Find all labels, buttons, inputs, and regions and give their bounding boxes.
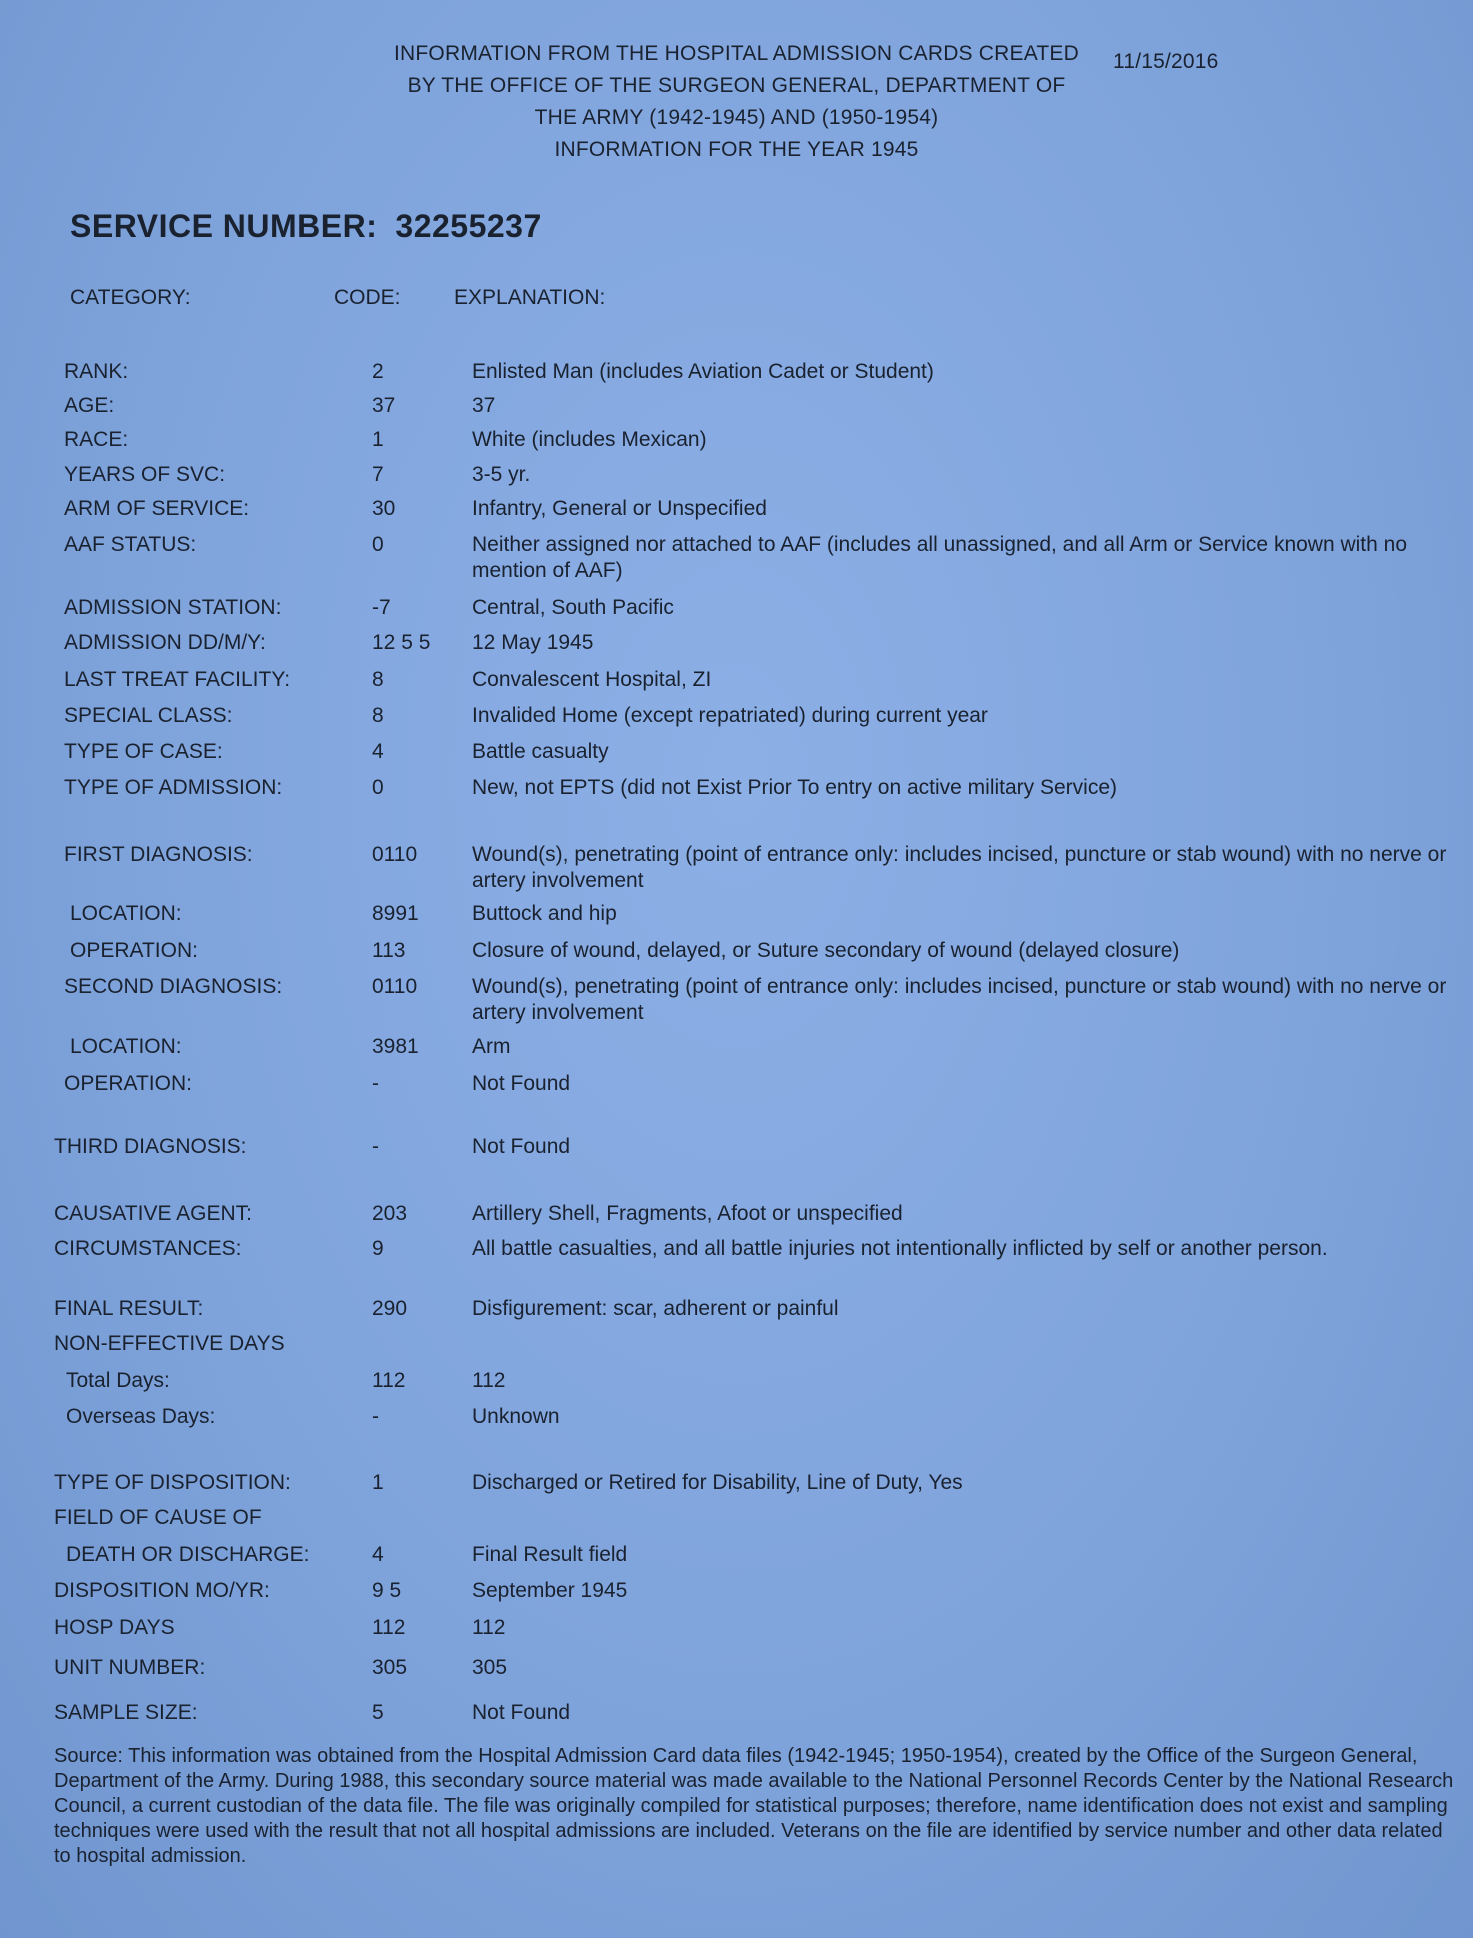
row-type-admission-category: TYPE OF ADMISSION: [64,776,283,799]
row-total-days-category: Total Days: [66,1369,170,1392]
row-location-2-code: 3981 [372,1035,419,1058]
row-facility-explanation: Convalescent Hospital, ZI [472,668,712,691]
row-race-category: RACE: [64,428,129,451]
row-facility-code: 8 [372,668,384,691]
row-circumstances-explanation: All battle casualties, and all battle injuries not intentionally inflicted by self or another person. [472,1237,1328,1260]
row-hosp-days-category: HOSP DAYS [54,1616,175,1639]
row-station-explanation: Central, South Pacific [472,596,674,619]
header-line-1: INFORMATION FROM THE HOSPITAL ADMISSION CARDS CREATED [394,42,1079,65]
row-first-diagnosis-code: 0110 [372,843,418,866]
row-operation-2-explanation: Not Found [472,1072,571,1095]
row-first-diagnosis-explanation: Wound(s), penetrating (point of entrance only: includes incised, puncture or stab wound) with no nerve or artery involvement [472,843,1447,892]
row-age-category: AGE: [64,394,115,417]
row-disposition-moyr-category: DISPOSITION MO/YR: [54,1579,270,1602]
row-type-disposition-category: TYPE OF DISPOSITION: [54,1471,291,1494]
row-race-code: 1 [372,428,384,451]
row-second-diagnosis-category: SECOND DIAGNOSIS: [64,975,283,998]
row-causative-agent-code: 203 [372,1202,408,1225]
row-special-class-explanation: Invalided Home (except repatriated) during current year [472,704,988,727]
row-age-code: 37 [372,394,396,417]
row-operation-2-category: OPERATION: [64,1072,192,1095]
column-header-code: CODE: [334,286,401,309]
header-line-3: THE ARMY (1942-1945) AND (1950-1954) [534,106,939,129]
row-station-code: -7 [372,596,391,619]
row-unit-number-category: UNIT NUMBER: [54,1656,206,1679]
row-location-2-explanation: Arm [472,1035,511,1058]
row-years-code: 7 [372,463,384,486]
row-final-result-explanation: Disfigurement: scar, adherent or painful [472,1297,839,1320]
row-type-disposition-explanation: Discharged or Retired for Disability, Line of Duty, Yes [472,1471,963,1494]
row-hosp-days-code: 112 [372,1616,406,1639]
row-rank-category: RANK: [64,360,129,383]
row-special-class-category: SPECIAL CLASS: [64,704,233,727]
row-unit-number-code: 305 [372,1656,408,1679]
row-final-result-category: FINAL RESULT: [54,1297,204,1320]
row-type-case-category: TYPE OF CASE: [64,740,223,763]
header-line-4: INFORMATION FOR THE YEAR 1945 [554,138,919,161]
row-special-class-code: 8 [372,704,384,727]
row-rank-explanation: Enlisted Man (includes Aviation Cadet or Student) [472,360,934,383]
header-line-2: BY THE OFFICE OF THE SURGEON GENERAL, DEPARTMENT OF [407,74,1066,97]
row-admission-date-code: 12 5 5 [372,631,431,654]
row-arm-explanation: Infantry, General or Unspecified [472,497,767,520]
service-number [70,208,560,245]
row-overseas-days-category: Overseas Days: [66,1405,216,1428]
row-overseas-days-explanation: Unknown [472,1405,560,1428]
row-sample-size-code: 5 [372,1701,384,1724]
row-admission-date-explanation: 12 May 1945 [472,631,594,654]
document-header [0,38,1473,166]
row-sample-size-category: SAMPLE SIZE: [54,1701,198,1724]
row-non-effective-days-heading: NON-EFFECTIVE DAYS [54,1332,285,1355]
row-admission-date-category: ADMISSION DD/M/Y: [64,631,266,654]
row-causative-agent-explanation: Artillery Shell, Fragments, Afoot or unspecified [472,1202,903,1225]
row-years-category: YEARS OF SVC: [64,463,226,486]
row-rank-code: 2 [372,360,384,383]
row-operation-1-category: OPERATION: [70,939,198,962]
row-years-explanation: 3-5 yr. [472,463,531,486]
service-number-value: 32255237 [395,208,542,244]
row-arm-code: 30 [372,497,396,520]
row-third-diagnosis-category: THIRD DIAGNOSIS: [54,1135,247,1158]
row-race-explanation: White (includes Mexican) [472,428,707,451]
row-death-discharge-code: 4 [372,1543,384,1566]
row-disposition-moyr-code: 9 5 [372,1579,402,1602]
row-arm-category: ARM OF SERVICE: [64,497,250,520]
row-type-disposition-code: 1 [372,1471,384,1494]
row-circumstances-category: CIRCUMSTANCES: [54,1237,242,1260]
row-hosp-days-explanation: 112 [472,1616,506,1639]
row-aaf-category: AAF STATUS: [64,533,197,556]
row-age-explanation: 37 [472,394,496,417]
row-third-diagnosis-explanation: Not Found [472,1135,571,1158]
row-field-cause-heading: FIELD OF CAUSE OF [54,1506,262,1529]
source-note: Source: This information was obtained from the Hospital Admission Card data files (1942-1945; 1950-1954), created by the Office of the Surgeon General, Department of the Army. During 1988, this secondary source material was made available to the National Personnel Records Center by the National Research Council, a current custodian of the data file. The file was originally compiled for statistical purposes; therefore, name identification does not exist and sampling techniques were used with the result that not all hospital admissions are included. Veterans on the file are identified by service number and other data related to hospital admission. [54,1745,1454,1867]
row-second-diagnosis-explanation: Wound(s), penetrating (point of entrance only: includes incised, puncture or stab wound) with no nerve or artery involvement [472,975,1447,1024]
row-death-discharge-category: DEATH OR DISCHARGE: [66,1543,310,1566]
row-facility-category: LAST TREAT FACILITY: [64,668,291,691]
row-type-admission-code: 0 [372,776,384,799]
row-location-1-explanation: Buttock and hip [472,902,617,925]
row-aaf-explanation: Neither assigned nor attached to AAF (includes all unassigned, and all Arm or Service known with no mention of AAF) [472,533,1408,582]
row-operation-1-explanation: Closure of wound, delayed, or Suture secondary of wound (delayed closure) [472,939,1180,962]
row-aaf-code: 0 [372,533,384,556]
column-header-category: CATEGORY: [70,286,191,309]
row-death-discharge-explanation: Final Result field [472,1543,628,1566]
row-second-diagnosis-code: 0110 [372,975,418,998]
row-operation-1-code: 113 [372,939,406,962]
service-number-label: SERVICE NUMBER: [70,208,378,244]
column-header-explanation: EXPLANATION: [454,286,606,309]
row-overseas-days-code: - [372,1405,379,1428]
print-date: 11/15/2016 [1113,50,1219,73]
row-first-diagnosis-category: FIRST DIAGNOSIS: [64,843,253,866]
row-total-days-code: 112 [372,1369,406,1392]
row-location-1-code: 8991 [372,902,419,925]
row-third-diagnosis-code: - [372,1135,379,1158]
row-operation-2-code: - [372,1072,379,1095]
row-location-2-category: LOCATION: [70,1035,182,1058]
row-final-result-code: 290 [372,1297,408,1320]
row-total-days-explanation: 112 [472,1369,506,1392]
row-causative-agent-category: CAUSATIVE AGENT: [54,1202,252,1225]
row-disposition-moyr-explanation: September 1945 [472,1579,628,1602]
row-type-admission-explanation: New, not EPTS (did not Exist Prior To entry on active military Service) [472,776,1118,799]
row-location-1-category: LOCATION: [70,902,182,925]
row-sample-size-explanation: Not Found [472,1701,571,1724]
row-type-case-explanation: Battle casualty [472,740,609,763]
row-station-category: ADMISSION STATION: [64,596,282,619]
row-circumstances-code: 9 [372,1237,384,1260]
row-type-case-code: 4 [372,740,384,763]
row-unit-number-explanation: 305 [472,1656,508,1679]
